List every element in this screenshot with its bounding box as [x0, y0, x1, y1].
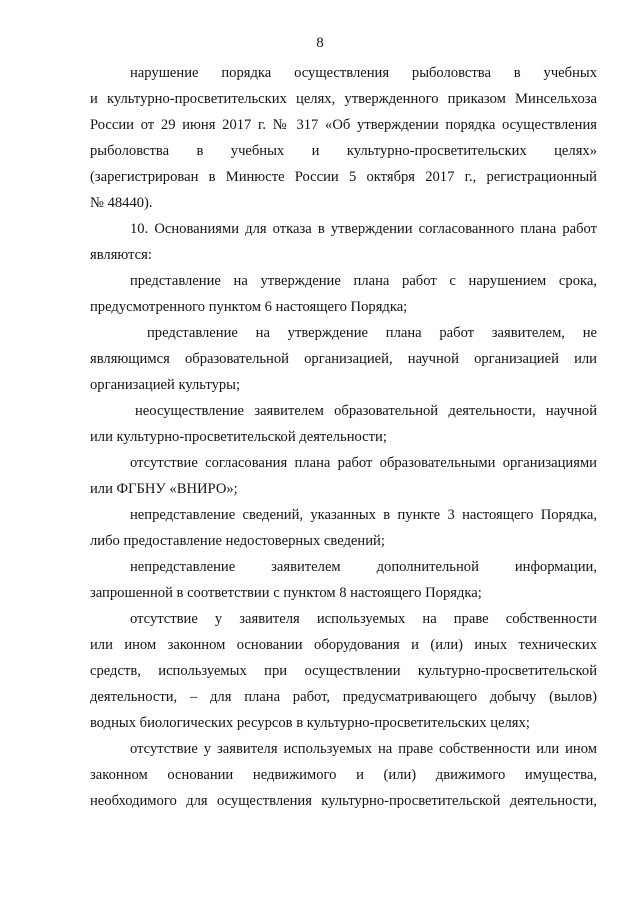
- paragraph: [90, 398, 597, 450]
- text-line: отсутствие согласования плана работ образовательными организациями: [130, 455, 597, 471]
- text-line: отсутствие у заявителя используемых на праве собственности: [130, 611, 597, 627]
- paragraph: [90, 60, 597, 216]
- text-line: предусмотренного пунктом 6 настоящего Порядка;: [90, 299, 408, 315]
- text-line: неосуществление заявителем образовательной деятельности, научной: [135, 403, 597, 419]
- text-line: России от 29 июня 2017 г. № 317 «Об утверждении порядка осуществления: [90, 117, 597, 133]
- text-line: (зарегистрирован в Минюсте России 5 октября 2017 г., регистрационный: [90, 169, 597, 185]
- text-line: рыболовства в учебных и культурно-просветительских целях»: [90, 143, 597, 159]
- text-line: непредставление заявителем дополнительной информации,: [130, 559, 597, 575]
- text-line: отсутствие у заявителя используемых на праве собственности или ином: [130, 741, 597, 757]
- text-line: № 48440).: [90, 195, 153, 211]
- paragraph: [90, 450, 597, 502]
- text-line: 10. Основаниями для отказа в утверждении согласованного плана работ: [130, 221, 597, 237]
- text-line: или ином законном основании оборудования и (или) иных технических: [90, 637, 597, 653]
- document-body: [90, 60, 597, 814]
- text-line: водных биологических ресурсов в культурно-просветительских целях;: [90, 715, 530, 731]
- text-line: деятельности, – для плана работ, предусматривающего добычу (вылов): [90, 689, 597, 705]
- text-line: законном основании недвижимого и (или) движимого имущества,: [90, 767, 597, 783]
- text-line: и культурно-просветительских целях, утвержденного приказом Минсельхоза: [90, 91, 597, 107]
- paragraph: [90, 216, 597, 268]
- paragraph: [90, 268, 597, 320]
- paragraph: [90, 606, 597, 736]
- text-line: средств, используемых при осуществлении культурно-просветительской: [90, 663, 597, 679]
- text-line: необходимого для осуществления культурно-просветительской деятельности,: [90, 793, 597, 809]
- paragraph: [90, 502, 597, 554]
- text-line: запрошенной в соответствии с пунктом 8 настоящего Порядка;: [90, 585, 482, 601]
- text-line: либо предоставление недостоверных сведений;: [90, 533, 385, 549]
- text-line: являющимся образовательной организацией, научной организацией или: [90, 351, 597, 367]
- text-line: организацией культуры;: [90, 377, 241, 393]
- paragraph: [90, 320, 597, 398]
- text-line: являются:: [90, 247, 152, 263]
- page-number: 8: [316, 35, 324, 51]
- text-line: нарушение порядка осуществления рыболовства в учебных: [130, 65, 597, 81]
- paragraph: [90, 554, 597, 606]
- text-line: или ФГБНУ «ВНИРО»;: [90, 481, 238, 497]
- text-line: непредставление сведений, указанных в пункте 3 настоящего Порядка,: [130, 507, 597, 523]
- text-line: представление на утверждение плана работ заявителем, не: [147, 325, 597, 341]
- text-line: или культурно-просветительской деятельности;: [90, 429, 387, 445]
- text-line: представление на утверждение плана работ с нарушением срока,: [130, 273, 597, 289]
- paragraph: [90, 736, 597, 814]
